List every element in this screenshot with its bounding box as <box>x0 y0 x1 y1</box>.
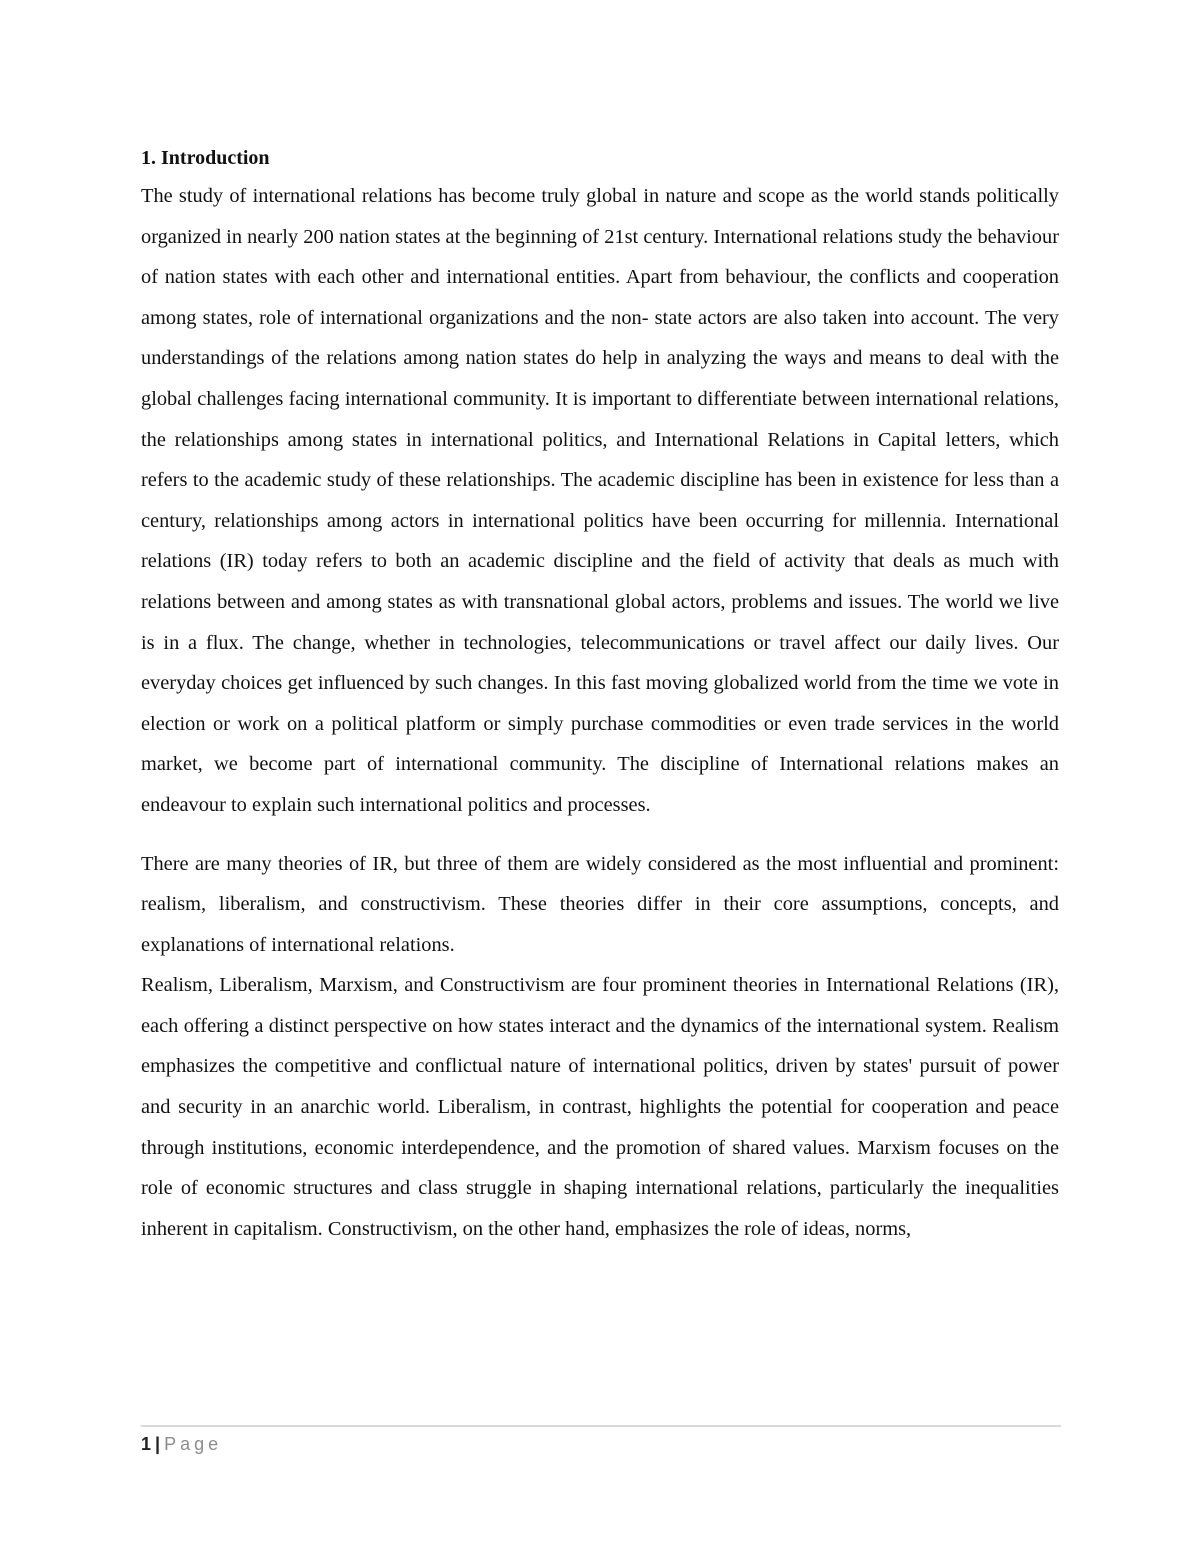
paragraph-four-theories: Realism, Liberalism, Marxism, and Constructivism are four prominent theories in International Relations (IR), each offering a distinct perspective on how states interact and the dynamics of the international system. Realism emphasizes the competitive and conflictual nature of international politics, driven by states' pursuit of power and security in an anarchic world. Liberalism, in contrast, highlights the potential for cooperation and peace through institutions, economic interdependence, and the promotion of shared values. Marxism focuses on the role of economic structures and class struggle in shaping international relations, particularly the inequalities inherent in capitalism. Constructivism, on the other hand, emphasizes the role of ideas, norms, <box>141 974 1059 1240</box>
page-number: 1 <box>141 1434 152 1454</box>
paragraph-introduction: The study of international relations has become truly global in nature and scope as the world stands politically organized in nearly 200 nation states at the beginning of 21st century. International relations study the behaviour of nation states with each other and international entities. Apart from behaviour, the conflicts and cooperation among states, role of international organizations and the non- state actors are also taken into account. The very understandings of the relations among nation states do help in analyzing the ways and means to deal with the global challenges facing international community. It is important to differentiate between international relations, the relationships among states in international politics, and International Relations in Capital letters, which refers to the academic study of these relationships. The academic discipline has been in existence for less than a century, relationships among actors in international politics have been occurring for millennia. International relations (IR) today refers to both an academic discipline and the field of activity that deals as much with relations between and among states as with transnational global actors, problems and issues. The world we live is in a flux. The change, whether in technologies, telecommunications or travel affect our daily lives. Our everyday choices get influenced by such changes. In this fast moving globalized world from the time we vote in election or work on a political platform or simply purchase commodities or even trade services in the world market, we become part of international community. The discipline of International relations makes an endeavour to explain such international politics and processes. <box>141 185 1059 816</box>
section-heading: 1. Introduction <box>141 147 270 169</box>
page-body <box>141 140 1059 1249</box>
footer-divider <box>141 1425 1061 1427</box>
page-label: Page <box>164 1434 223 1454</box>
paragraph-theories-overview: There are many theories of IR, but three of them are widely considered as the most influential and prominent: realism, liberalism, and constructivism. These theories differ in their core assumptions, concepts, and explanations of international relations. <box>141 852 1059 956</box>
footer-separator: | <box>155 1434 161 1454</box>
page-footer <box>141 1430 222 1458</box>
